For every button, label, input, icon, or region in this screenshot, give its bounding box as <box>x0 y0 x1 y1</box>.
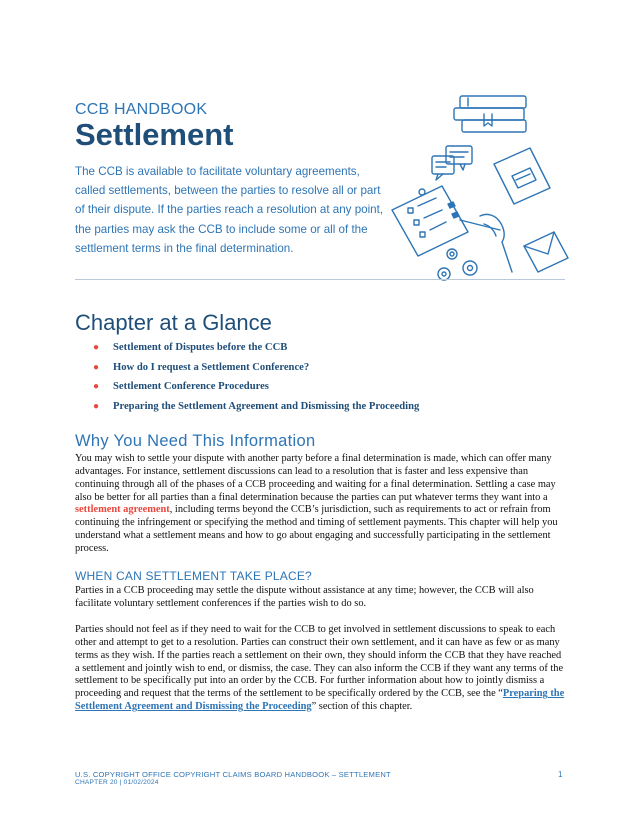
notebook-icon <box>494 148 550 204</box>
glance-item[interactable] <box>93 378 419 398</box>
books-icon <box>454 96 526 132</box>
gears-icon <box>438 249 477 280</box>
glance-item[interactable] <box>93 359 419 379</box>
footer-chapter-date: CHAPTER 20 | 01/02/2024 <box>75 779 159 786</box>
preparing-settlement-link[interactable]: Preparing the Settlement Agreement and Dismissing the Proceeding <box>75 688 565 713</box>
glance-item[interactable] <box>93 398 419 418</box>
when-paragraph-2 <box>75 624 567 714</box>
page-title: Settlement <box>75 117 234 152</box>
glance-item-label: How do I request a Settlement Conference? <box>113 361 310 373</box>
why-text-end: , including terms beyond the CCB’s jurisdiction, such as requirements to act or refrain from continuing the infringement or specifying the method and timing of settlement payments. This chapter will help you understand what a settlement means and how to go about engaging and successfully participating in the settlement process. <box>75 504 558 554</box>
clipboard-icon <box>392 186 468 256</box>
bullet-icon: ● <box>93 342 100 353</box>
footer-title: U.S. COPYRIGHT OFFICE COPYRIGHT CLAIMS BOARD HANDBOOK – SETTLEMENT <box>75 770 391 779</box>
hand-pen-icon <box>460 214 512 272</box>
glance-item-label: Settlement Conference Procedures <box>113 381 269 393</box>
page-number: 1 <box>558 770 563 779</box>
why-heading: Why You Need This Information <box>75 432 316 450</box>
why-text-start: You may wish to settle your dispute with another party before a final determination is made, which can offer many advantages. For instance, settlement discussions can lead to a resolution that is faster and less expensive than continuing through all of the phases of a CCB proceeding and waiting for a final determination. Settling a case may also be better for all parties than a final determination because the parties can put whatever terms they want into a <box>75 453 556 503</box>
bullet-icon: ● <box>93 361 100 373</box>
when-paragraph-1: Parties in a CCB proceeding may settle the dispute without assistance at any time; however, the CCB will also facilitate voluntary settlement conferences if the parties wish to do so. <box>75 585 534 609</box>
glance-list <box>93 339 419 418</box>
settlement-illustration <box>388 92 572 282</box>
handbook-label: CCB HANDBOOK <box>75 101 208 118</box>
bullet-icon: ● <box>93 381 100 393</box>
why-paragraph <box>75 453 567 556</box>
header-divider <box>75 279 565 280</box>
bullet-icon: ● <box>93 401 100 413</box>
when-heading: WHEN CAN SETTLEMENT TAKE PLACE? <box>75 569 312 583</box>
glance-item-label: Settlement of Disputes before the CCB <box>113 342 288 353</box>
envelope-icon <box>524 232 568 272</box>
glance-heading: Chapter at a Glance <box>75 310 272 335</box>
when-text-start: Parties should not feel as if they need to wait for the CCB to get involved in settlement discussions to speak to each other and attempt to get to a resolution. Parties can construct their own settlement, and it can have as few or as many terms as they wish. If the parties reach a settlement on their own, they should inform the CCB that they have reached a settlement and jointly wish to end, or dismiss, the case. They can also inform the CCB if they want any terms of the settlement to be specifically put into an order by the CCB. For further information about how to jointly dismiss a proceeding and request that the terms of the settlement to be specifically ordered by the CCB, see the “ <box>75 624 564 700</box>
glance-item[interactable] <box>93 339 419 359</box>
chat-bubbles-icon <box>432 146 472 180</box>
when-text-end: ” section of this chapter. <box>311 701 413 713</box>
glance-item-label: Preparing the Settlement Agreement and Dismissing the Proceeding <box>113 401 420 413</box>
intro-text: The CCB is available to facilitate voluntary agreements, called settlements, between the parties to resolve all or part of their dispute. If the parties reach a resolution at any point, the parties may ask the CCB to include some or all of the settlement terms in the final determination. <box>75 165 384 255</box>
settlement-agreement-term: settlement agreement <box>75 504 170 516</box>
